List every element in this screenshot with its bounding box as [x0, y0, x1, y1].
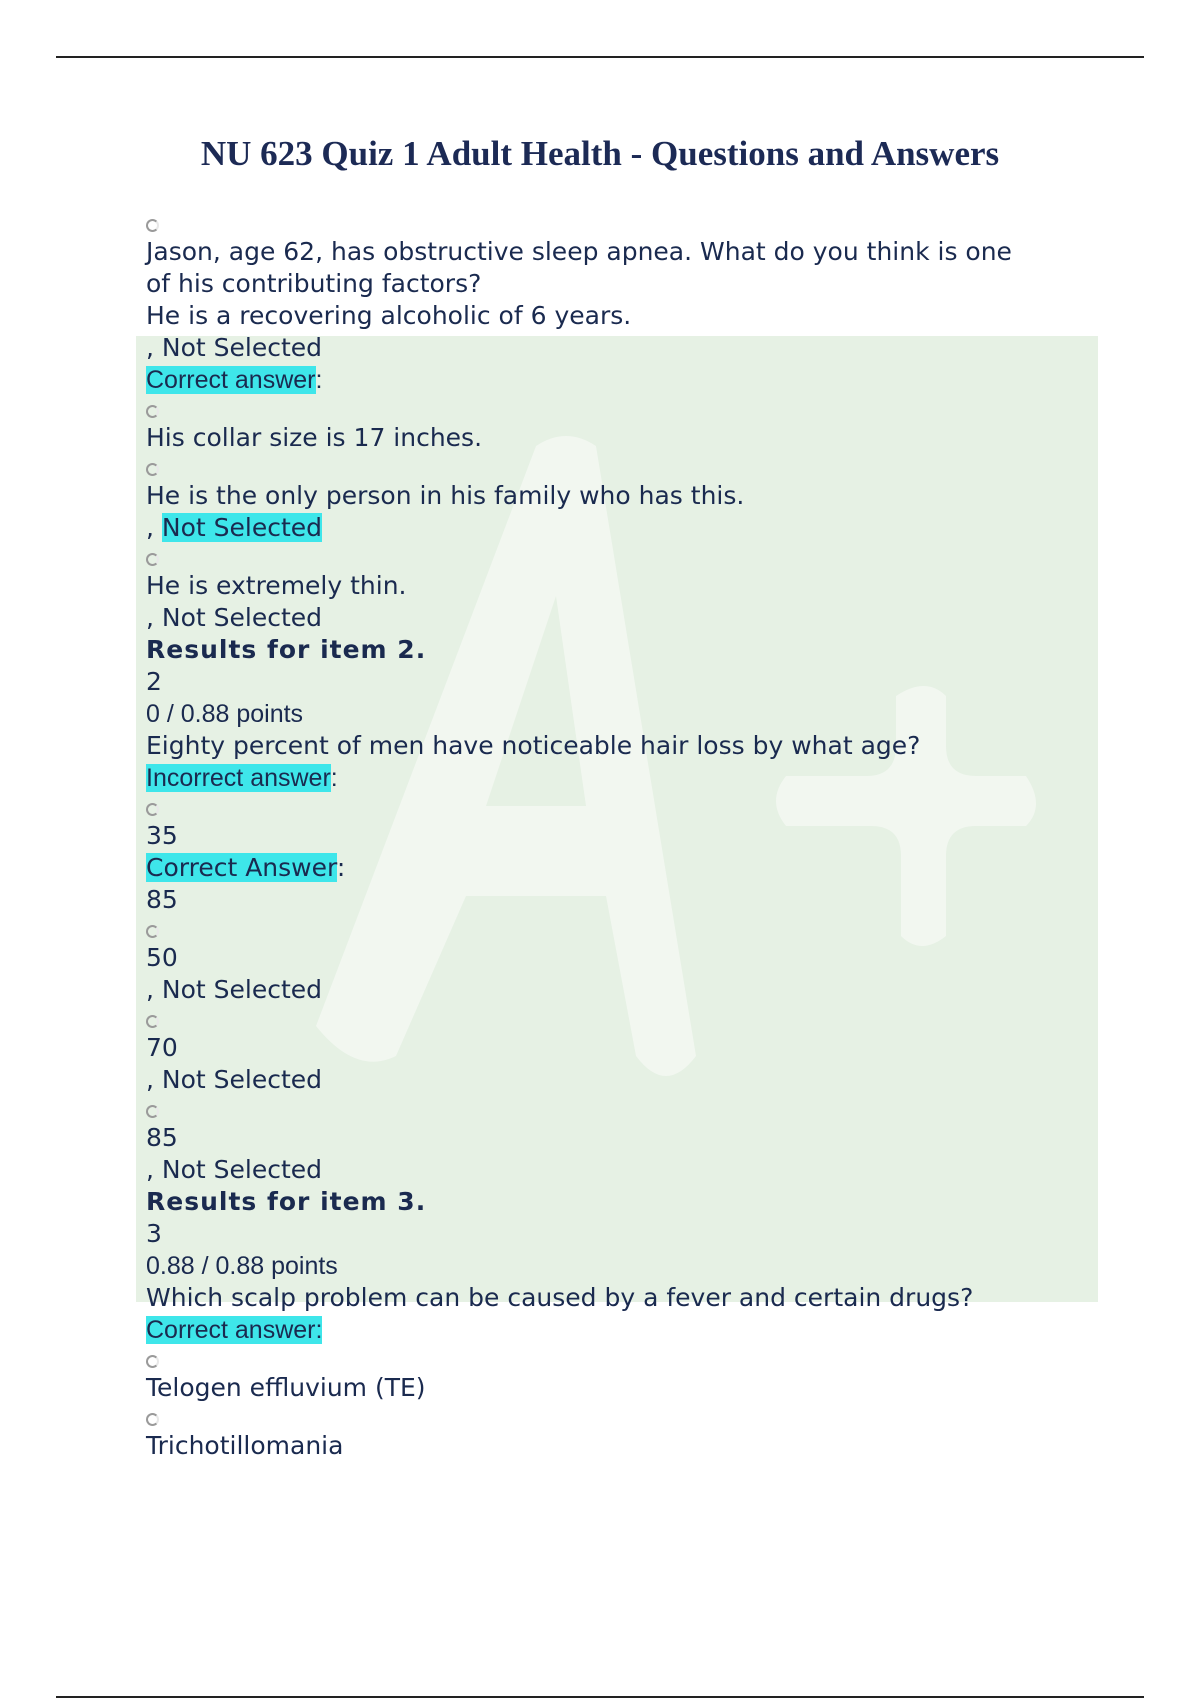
answer-option-row [146, 396, 1106, 422]
bottom-rule [56, 1696, 1144, 1698]
highlighted-label: Correct Answer [146, 853, 337, 882]
quiz-text-line: 85 [146, 885, 178, 914]
radio-button-icon[interactable] [146, 1355, 159, 1368]
quiz-text-line: , Not Selected [146, 1065, 323, 1094]
results-heading: Results for item 2. [146, 635, 427, 664]
quiz-text-line: , Not Selected [146, 1155, 323, 1184]
quiz-text-line: Which scalp problem can be caused by a fever and certain drugs? [146, 1283, 974, 1312]
radio-button-icon[interactable] [146, 553, 159, 566]
quiz-text-line: 85 [146, 1123, 178, 1152]
quiz-text-line: He is the only person in his family who has this. [146, 481, 745, 510]
quiz-text-line: 0 / 0.88 points [146, 700, 304, 728]
quiz-text-line: He is extremely thin. [146, 571, 407, 600]
quiz-text-line: 2 [146, 667, 162, 696]
quiz-text-line: , Not Selected [146, 975, 323, 1004]
quiz-text-line: Telogen effluvium (TE) [146, 1373, 426, 1402]
highlighted-label: Correct answer [146, 366, 316, 394]
quiz-text-line: 0.88 / 0.88 points [146, 1252, 338, 1280]
quiz-text-line: 3 [146, 1219, 162, 1248]
answer-option-row [146, 794, 1106, 820]
radio-button-icon[interactable] [146, 219, 159, 232]
results-heading: Results for item 3. [146, 1187, 427, 1216]
label-prefix: , [146, 513, 162, 542]
highlighted-label: Correct answer: [146, 1316, 323, 1344]
radio-button-icon[interactable] [146, 1105, 159, 1118]
quiz-text-line: of his contributing factors? [146, 269, 482, 298]
answer-option-row [146, 210, 1106, 236]
quiz-text-line: 50 [146, 943, 178, 972]
quiz-text-line: Eighty percent of men have noticeable hair loss by what age? [146, 731, 921, 760]
answer-option-row [146, 454, 1106, 480]
document-title: NU 623 Quiz 1 Adult Health - Questions and Answers [200, 134, 1000, 173]
top-rule [56, 56, 1144, 58]
answer-option-row [146, 1404, 1106, 1430]
radio-button-icon[interactable] [146, 405, 159, 418]
radio-button-icon[interactable] [146, 1015, 159, 1028]
answer-label [146, 762, 1106, 794]
highlighted-label: Incorrect answer [146, 764, 331, 792]
radio-button-icon[interactable] [146, 1413, 159, 1426]
quiz-text-line: His collar size is 17 inches. [146, 423, 483, 452]
quiz-text-line: , Not Selected [146, 603, 323, 632]
radio-button-icon[interactable] [146, 803, 159, 816]
quiz-text-line: 35 [146, 821, 178, 850]
label-suffix: : [330, 764, 338, 792]
label-suffix: : [315, 366, 323, 394]
answer-label [146, 852, 1106, 884]
quiz-text-line: Trichotillomania [146, 1431, 344, 1460]
highlighted-label: Not Selected [161, 513, 323, 542]
answer-option-row [146, 1006, 1106, 1032]
answer-label [146, 1314, 1106, 1346]
answer-option-row [146, 1346, 1106, 1372]
answer-option-row [146, 916, 1106, 942]
answer-label [146, 512, 1106, 544]
answer-option-row [146, 544, 1106, 570]
quiz-text-line: 70 [146, 1033, 178, 1062]
radio-button-icon[interactable] [146, 463, 159, 476]
quiz-text-line: , Not Selected [146, 333, 323, 362]
answer-option-row [146, 1096, 1106, 1122]
quiz-text-line: Jason, age 62, has obstructive sleep apnea. What do you think is one [146, 237, 1012, 266]
radio-button-icon[interactable] [146, 925, 159, 938]
quiz-text-line: He is a recovering alcoholic of 6 years. [146, 301, 632, 330]
answer-label [146, 364, 1106, 396]
quiz-content [146, 210, 1106, 1462]
label-suffix: : [336, 853, 346, 882]
